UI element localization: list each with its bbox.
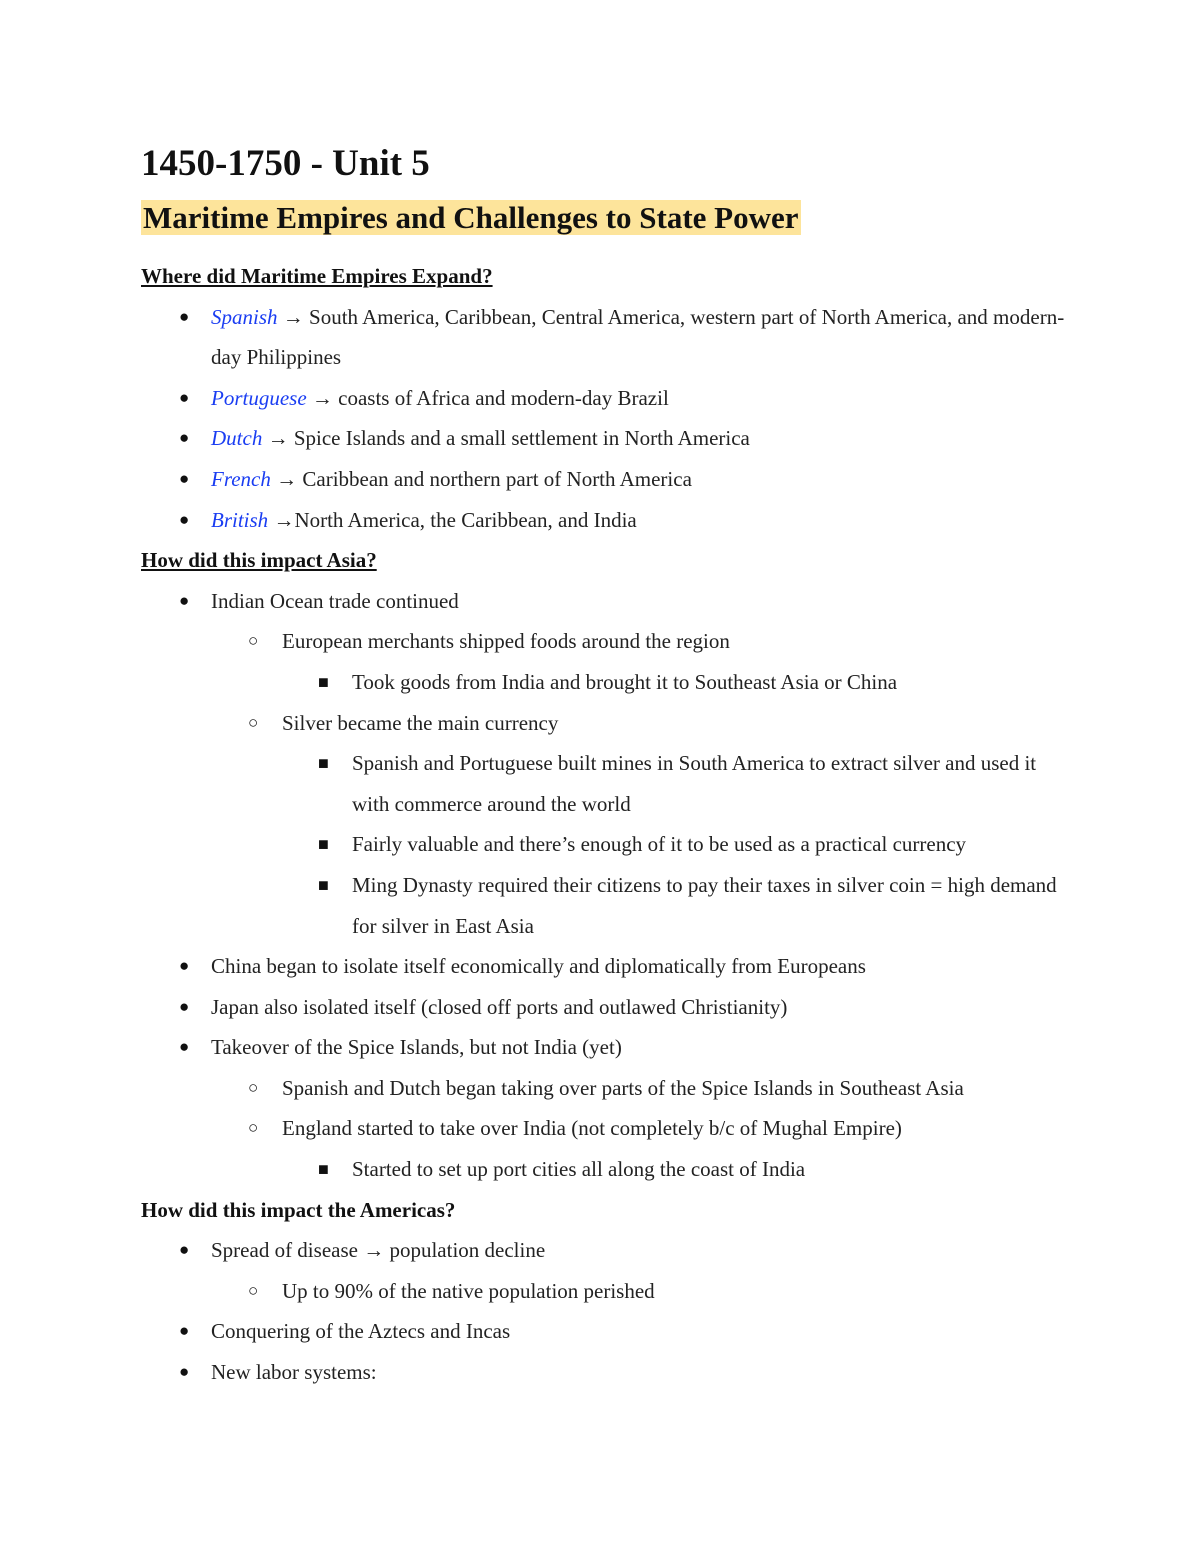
asia-list (141, 581, 1071, 1190)
list-item (141, 703, 1071, 744)
bullet-icon: ● (179, 428, 190, 448)
bullet-icon: ● (179, 1240, 190, 1260)
list-item-text: Japan also isolated itself (closed off ports and outlawed Christianity) (211, 994, 788, 1019)
list-item-text: Ming Dynasty required their citizens to pay their taxes in silver coin = high demand for silver in East Asia (352, 872, 1057, 938)
bullet-icon: ● (179, 956, 190, 976)
list-item (141, 1149, 1071, 1190)
list-item (141, 621, 1071, 662)
list-item (141, 1230, 1071, 1271)
list-item-text: New labor systems: (211, 1360, 377, 1385)
list-item-text: Up to 90% of the native population perished (282, 1278, 655, 1303)
list-item (141, 297, 1071, 378)
square-bullet-icon: ■ (318, 874, 329, 895)
bullet-icon: ● (179, 306, 190, 326)
bullet-icon: ● (179, 1362, 190, 1382)
empire-name: Spanish (211, 304, 278, 329)
list-item-text: Takeover of the Spice Islands, but not India (yet) (211, 1035, 622, 1060)
list-item-text: England started to take over India (not completely b/c of Mughal Empire) (282, 1116, 902, 1141)
list-item (141, 459, 1071, 500)
list-item (141, 824, 1071, 865)
list-item-text: Took goods from India and brought it to Southeast Asia or China (352, 669, 898, 694)
list-item-text: Fairly valuable and there’s enough of it to be used as a practical currency (352, 832, 967, 857)
list-item (141, 1027, 1071, 1068)
list-item-text: China began to isolate itself economically and diplomatically from Europeans (211, 954, 866, 979)
list-item (141, 1068, 1071, 1109)
list-item-text: Spanish and Dutch began taking over parts of the Spice Islands in Southeast Asia (282, 1075, 964, 1100)
empire-regions: → Caribbean and northern part of North America (270, 466, 692, 491)
list-item (141, 581, 1071, 622)
page-subtitle (141, 198, 1071, 238)
empire-regions: →North America, the Caribbean, and India (268, 507, 637, 532)
section-heading-americas: How did this impact the Americas? (141, 1197, 456, 1222)
empire-list (141, 297, 1071, 541)
list-item-text: Conquering of the Aztecs and Incas (211, 1319, 511, 1344)
document-page (141, 138, 1071, 1393)
empire-regions: → South America, Caribbean, Central America, western part of North America, and modern-day Philippines (211, 304, 1065, 370)
list-item-text: Spanish and Portuguese built mines in South America to extract silver and used it with commerce around the world (352, 751, 1037, 816)
list-item (141, 1271, 1071, 1312)
bullet-icon: ● (179, 1321, 190, 1341)
circle-bullet-icon: ○ (248, 1118, 259, 1138)
list-item (141, 378, 1071, 419)
empire-name: Portuguese (211, 385, 307, 410)
bullet-icon: ● (179, 468, 190, 488)
square-bullet-icon: ■ (318, 753, 329, 774)
square-bullet-icon: ■ (318, 671, 329, 692)
list-item (141, 865, 1071, 946)
list-item (141, 662, 1071, 703)
list-item (141, 1108, 1071, 1149)
empire-regions: → Spice Islands and a small settlement in North America (262, 426, 750, 451)
bullet-icon: ● (179, 996, 190, 1016)
list-item (141, 418, 1071, 459)
section-heading-expand: Where did Maritime Empires Expand? (141, 264, 493, 288)
empire-name: French (211, 466, 271, 491)
list-item-text: Silver became the main currency (282, 710, 559, 735)
subtitle-highlight: Maritime Empires and Challenges to State Power (143, 200, 799, 235)
circle-bullet-icon: ○ (248, 712, 259, 732)
square-bullet-icon: ■ (318, 1159, 329, 1180)
list-item (141, 987, 1071, 1028)
list-item (141, 500, 1071, 541)
list-item (141, 946, 1071, 987)
list-item-text: European merchants shipped foods around the region (282, 629, 730, 654)
circle-bullet-icon: ○ (248, 631, 259, 651)
list-item-text: Indian Ocean trade continued (211, 588, 459, 613)
list-item (141, 1311, 1071, 1352)
bullet-icon: ● (179, 590, 190, 610)
bullet-icon: ● (179, 1037, 190, 1057)
page-title: 1450-1750 - Unit 5 (141, 143, 430, 184)
bullet-icon: ● (179, 387, 190, 407)
circle-bullet-icon: ○ (248, 1077, 259, 1097)
list-item-text: Spread of disease → population decline (211, 1238, 546, 1263)
square-bullet-icon: ■ (318, 834, 329, 855)
circle-bullet-icon: ○ (248, 1280, 259, 1300)
bullet-icon: ● (179, 509, 190, 529)
empire-regions: → coasts of Africa and modern-day Brazil (306, 385, 669, 410)
americas-list (141, 1230, 1071, 1392)
list-item (141, 743, 1071, 824)
empire-name: British (211, 507, 269, 532)
list-item (141, 1352, 1071, 1393)
empire-name: Dutch (211, 426, 263, 451)
list-item-text: Started to set up port cities all along the coast of India (352, 1157, 806, 1182)
section-heading-asia: How did this impact Asia? (141, 548, 377, 573)
